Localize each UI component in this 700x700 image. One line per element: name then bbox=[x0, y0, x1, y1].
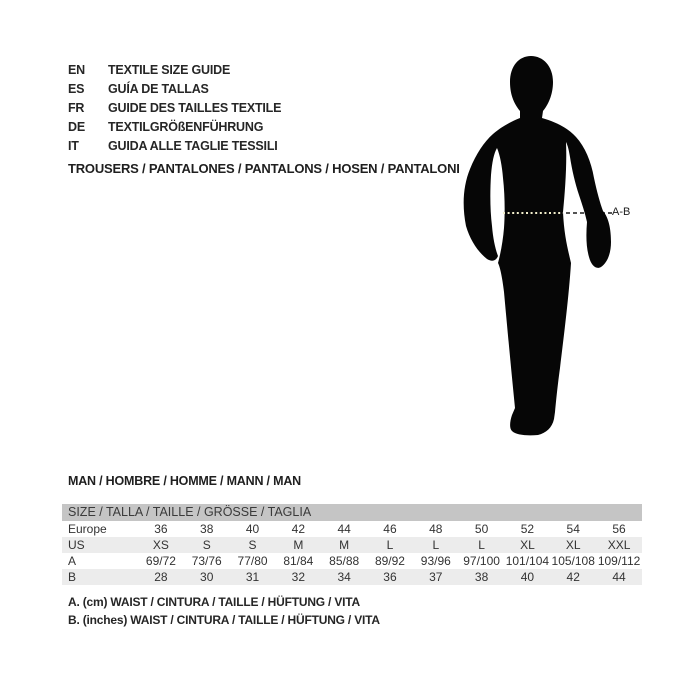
table-row bbox=[62, 569, 642, 585]
language-label: TEXTILGRÖßENFÜHRUNG bbox=[108, 120, 264, 134]
size-cell: 85/88 bbox=[329, 554, 360, 568]
size-cell: 34 bbox=[321, 569, 367, 585]
size-cell: 46 bbox=[383, 522, 397, 536]
size-cell: 28 bbox=[138, 569, 184, 585]
size-cell: 32 bbox=[275, 569, 321, 585]
size-cell: 69/72 bbox=[145, 554, 176, 568]
language-row bbox=[68, 80, 281, 99]
size-cell: 40 bbox=[505, 569, 551, 585]
size-table-header-row bbox=[62, 504, 642, 521]
language-label: GUIDA ALLE TAGLIE TESSILI bbox=[108, 139, 278, 153]
size-cell: 48 bbox=[429, 522, 443, 536]
size-cell: 38 bbox=[459, 569, 505, 585]
size-cell: 36 bbox=[154, 522, 168, 536]
language-code: DE bbox=[68, 120, 85, 134]
size-cell: 97/100 bbox=[463, 554, 500, 568]
size-cell: XXL bbox=[596, 537, 642, 553]
table-row bbox=[62, 521, 642, 537]
footnote-b: B. (inches) WAIST / CINTURA / TAILLE / HÜFTUNG / VITA bbox=[68, 613, 380, 627]
language-label: GUÍA DE TALLAS bbox=[108, 82, 209, 96]
language-code: IT bbox=[68, 139, 79, 153]
size-cell: 54 bbox=[566, 522, 580, 536]
language-row bbox=[68, 137, 281, 156]
language-row bbox=[68, 99, 281, 118]
figure-area bbox=[430, 40, 670, 450]
garment-title: TROUSERS / PANTALONES / PANTALONS / HOSEN / PANTALONI bbox=[68, 161, 460, 176]
size-cell: 50 bbox=[474, 522, 489, 536]
measure-line-label: A-B bbox=[612, 206, 631, 218]
size-cell: XL bbox=[550, 537, 596, 553]
size-cell: 89/92 bbox=[374, 554, 405, 568]
size-table bbox=[62, 504, 642, 585]
size-cell: 38 bbox=[200, 522, 214, 536]
size-cell: L bbox=[413, 537, 459, 553]
size-cell: 44 bbox=[337, 522, 351, 536]
man-silhouette bbox=[430, 40, 670, 450]
language-code: EN bbox=[68, 63, 85, 77]
language-code: ES bbox=[68, 82, 85, 96]
man-silhouette-path bbox=[464, 56, 611, 435]
size-table-header: SIZE / TALLA / TAILLE / GRÖSSE / TAGLIA bbox=[62, 504, 642, 521]
size-cell: 36 bbox=[367, 569, 413, 585]
row-label: A bbox=[68, 554, 77, 568]
table-row bbox=[62, 537, 642, 553]
size-cell: 40 bbox=[245, 522, 260, 536]
size-cell: M bbox=[321, 537, 367, 553]
size-cell: 44 bbox=[596, 569, 642, 585]
size-cell: 42 bbox=[550, 569, 596, 585]
size-cell: 77/80 bbox=[237, 554, 268, 568]
row-label: B bbox=[62, 569, 138, 585]
language-label: TEXTILE SIZE GUIDE bbox=[108, 63, 231, 77]
language-row bbox=[68, 118, 281, 137]
language-code: FR bbox=[68, 101, 85, 115]
language-label: GUIDE DES TAILLES TEXTILE bbox=[108, 101, 282, 115]
size-cell: 73/76 bbox=[191, 554, 222, 568]
language-row bbox=[68, 61, 281, 80]
size-cell: 31 bbox=[230, 569, 276, 585]
size-cell: L bbox=[367, 537, 413, 553]
size-cell: XS bbox=[138, 537, 184, 553]
size-cell: L bbox=[459, 537, 505, 553]
size-cell: 81/84 bbox=[283, 554, 314, 568]
size-cell: M bbox=[275, 537, 321, 553]
size-cell: 42 bbox=[291, 522, 306, 536]
footnotes bbox=[68, 593, 380, 629]
size-cell: S bbox=[184, 537, 230, 553]
size-cell: 52 bbox=[520, 522, 535, 536]
size-cell: 101/104 bbox=[505, 554, 550, 568]
table-row bbox=[62, 553, 642, 569]
section-title: MAN / HOMBRE / HOMME / MANN / MAN bbox=[68, 474, 301, 488]
size-cell: 109/112 bbox=[597, 554, 641, 568]
size-cell: 30 bbox=[184, 569, 230, 585]
size-cell: 105/108 bbox=[551, 554, 595, 568]
size-cell: XL bbox=[505, 537, 551, 553]
row-label: Europe bbox=[68, 522, 107, 536]
size-cell: 56 bbox=[612, 522, 626, 536]
footnote-a: A. (cm) WAIST / CINTURA / TAILLE / HÜFTUNG / VITA bbox=[68, 595, 360, 609]
language-list bbox=[68, 61, 281, 156]
size-cell: 93/96 bbox=[420, 554, 451, 568]
row-label: US bbox=[62, 537, 138, 553]
size-cell: S bbox=[230, 537, 276, 553]
size-cell: 37 bbox=[413, 569, 459, 585]
